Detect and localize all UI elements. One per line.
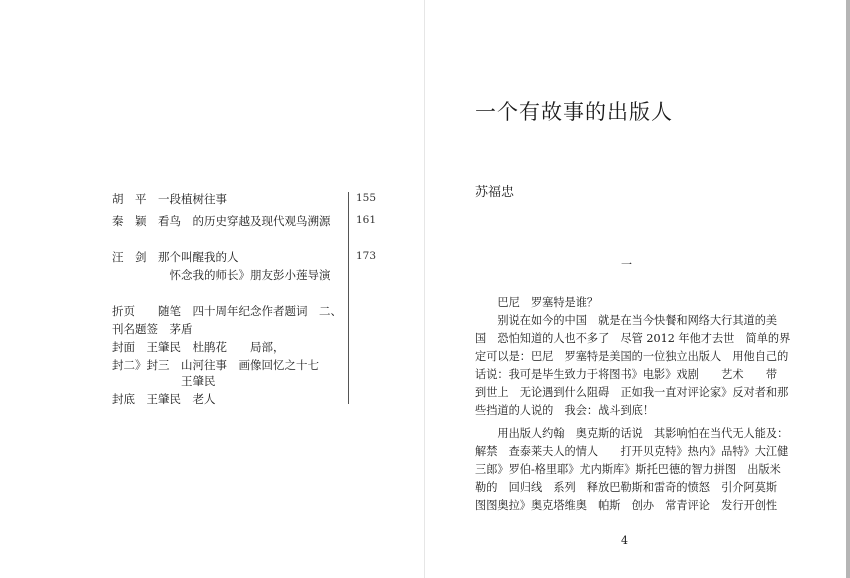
page-edge: [846, 0, 850, 578]
toc-entry: [112, 374, 216, 388]
toc-entry: [112, 340, 285, 354]
toc-page-number: 161: [356, 214, 377, 226]
toc-entry-text: 封二》封三 山河往事 画像回忆之十七: [112, 358, 319, 372]
toc-entry-text: 折页 随笔 四十周年纪念作者题词 二、: [112, 304, 342, 318]
body-line: 到世上 无论遇到什么阻碍 正如我一直对评论家》反对者和那: [475, 386, 789, 399]
right-page: [425, 0, 850, 578]
body-line: 勒的 回归线 系列 释放巴勒斯和雷奇的愤怒 引介阿莫斯: [475, 481, 778, 494]
section-number: 一: [621, 258, 632, 271]
toc-entry: [112, 250, 239, 264]
toc-page-number: 155: [356, 192, 377, 204]
toc-entry: [112, 322, 193, 336]
toc-page-number: 173: [356, 250, 377, 262]
body-line: 用出版人约翰 奥克斯的话说 其影响怕在当代无人能及：: [475, 427, 789, 440]
body-line: 解禁 查泰莱夫人的情人 打开贝克特》热内》品特》大江健: [475, 445, 789, 458]
body-line: 些挡道的人说的 我会：战斗到底！: [475, 404, 655, 417]
body-line: 巴尼 罗塞特是谁？: [475, 296, 599, 309]
toc-entry-text: 刊名题签 茅盾: [112, 322, 193, 336]
toc-entry-text: 王肇民: [112, 374, 216, 388]
toc-entry: [112, 358, 319, 372]
toc-divider-line: [348, 192, 349, 404]
toc-entry-text: 怀念我的师长》朋友彭小莲导演: [112, 268, 331, 282]
body-line: 定可以是：巴尼 罗塞特是美国的一位独立出版人 用他自己的: [475, 350, 789, 363]
body-line: 三郎》罗伯-格里耶》尤内斯库》斯托巴德的智力拼图 出版米: [475, 463, 781, 476]
body-line: 别说在如今的中国 就是在当今快餐和网络大行其道的美: [475, 314, 778, 327]
toc-entry-text: 秦 颖 看鸟 的历史穿越及现代观鸟溯源: [112, 214, 331, 228]
toc-entry-text: 胡 平 一段植树往事: [112, 192, 227, 206]
article-author: 苏福忠: [475, 185, 515, 200]
toc-entry: [112, 268, 331, 282]
toc-entry-text: 汪 剑 那个叫醒我的人: [112, 250, 239, 264]
toc-entry-text: 封底 王肇民 老人: [112, 392, 216, 406]
body-line: 国 恐怕知道的人也不多了 尽管 2012 年他才去世 简单的界: [475, 332, 791, 345]
toc-entry: [112, 392, 216, 406]
toc-entry: [112, 192, 227, 206]
article-title: 一个有故事的出版人: [475, 100, 673, 124]
toc-entry: [112, 214, 331, 228]
body-line: 图图奥拉》奥克塔维奥 帕斯 创办 常青评论 发行开创性: [475, 499, 778, 512]
toc-entry-text: 封面 王肇民 杜鹃花 局部，: [112, 340, 285, 354]
body-line: 话说：我可是毕生致力于将图书》电影》戏剧 艺术 带: [475, 368, 778, 381]
page-number: 4: [621, 534, 628, 547]
toc-entry: [112, 304, 342, 318]
